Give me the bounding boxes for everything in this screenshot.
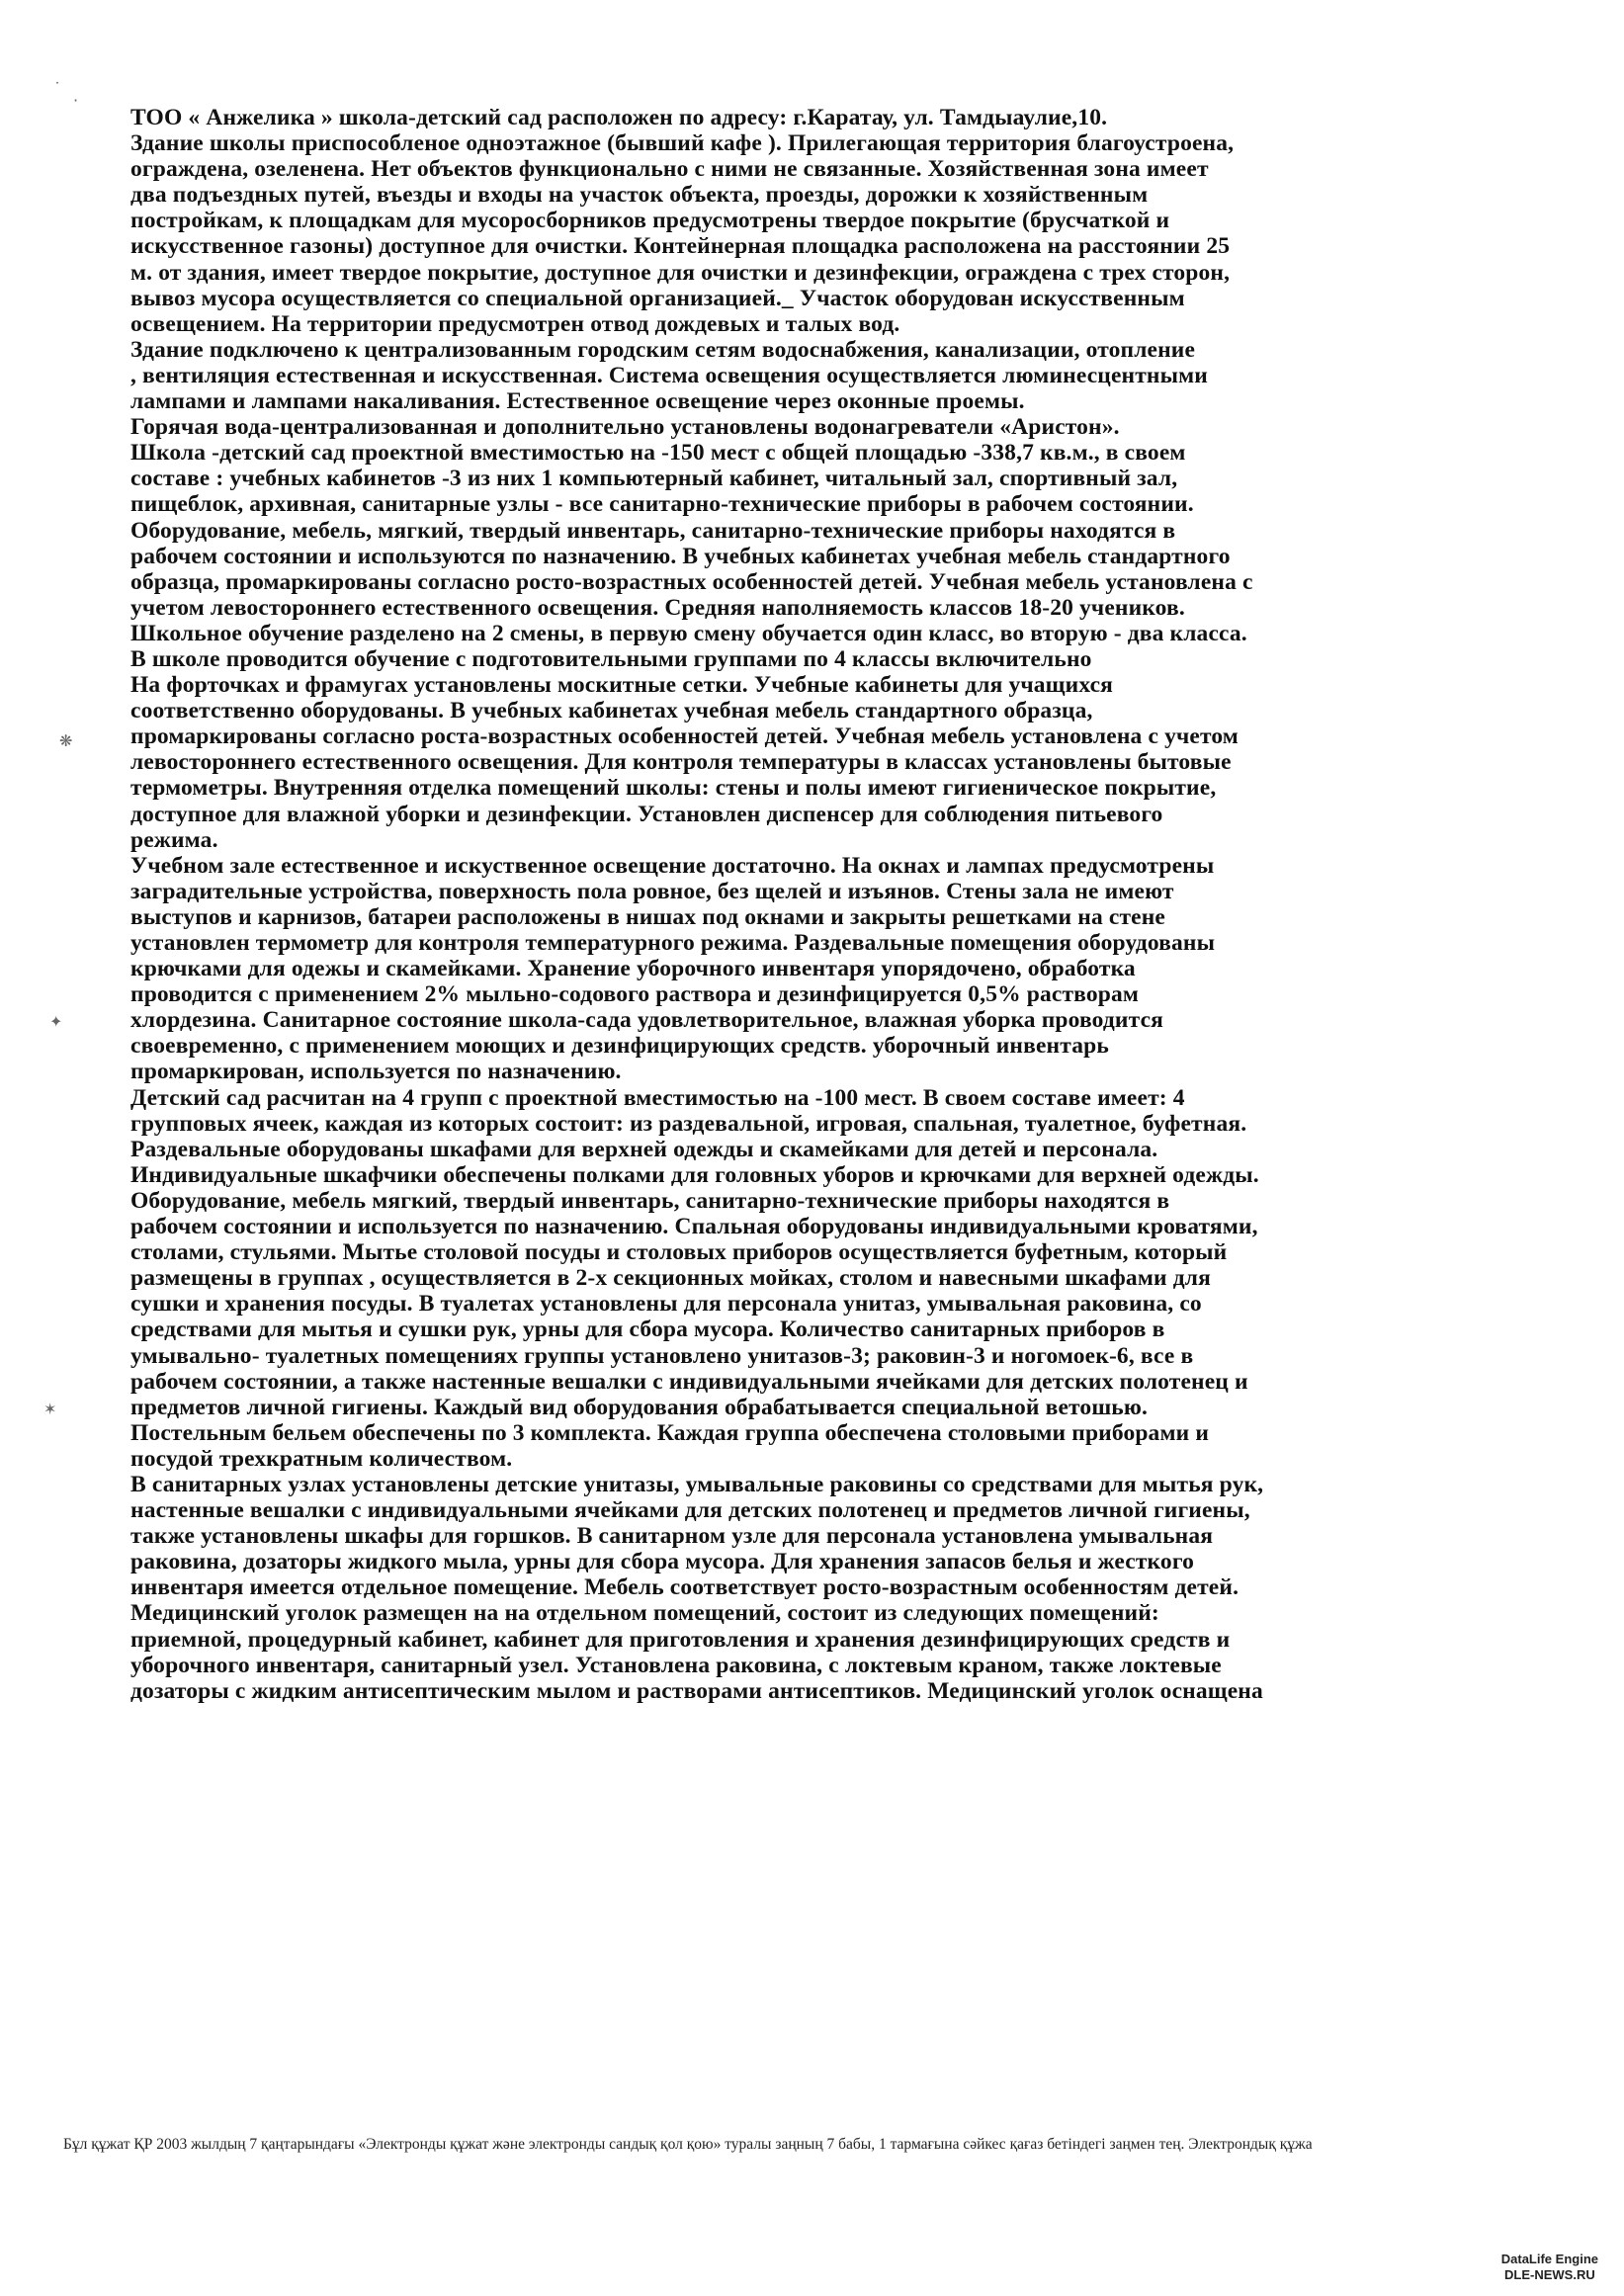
text-line: искусственное газоны) доступное для очистки. Контейнерная площадка расположена на расстоянии 25 bbox=[130, 233, 1231, 260]
scan-speck: ✶ bbox=[43, 1400, 57, 1418]
text-line: заградительные устройства, поверхность пола ровное, без щелей и изъянов. Стены зала не имеют bbox=[130, 878, 1174, 904]
text-line: режима. bbox=[130, 826, 218, 853]
text-line: хлордезина. Санитарное состояние школа-сада удовлетворительное, влажная уборка проводится bbox=[130, 1007, 1164, 1034]
text-line: умывально- туалетных помещениях группы установлено унитазов-3; раковин-3 и ногомоек-6, все в bbox=[130, 1342, 1194, 1369]
scan-speck: ❋ bbox=[59, 731, 73, 750]
text-line: посудой трехкратным количеством. bbox=[130, 1445, 513, 1472]
text-line: доступное для влажной уборки и дезинфекции. Установлен диспенсер для соблюдения питьевого bbox=[130, 801, 1163, 827]
text-line: сушки и хранения посуды. В туалетах установлены для персонала унитаз, умывальная раковина, со bbox=[130, 1291, 1202, 1318]
text-line: Раздевальные оборудованы шкафами для верхней одежды и скамейками для детей и персонала. bbox=[130, 1136, 1158, 1162]
text-line: дозаторы с жидким антисептическим мылом и растворами антисептиков. Медицинский уголок оснащена bbox=[130, 1677, 1263, 1704]
text-line: также установлены шкафы для горшков. В санитарном узле для персонала установлена умывальная bbox=[130, 1523, 1214, 1550]
text-line: предметов личной гигиены. Каждый вид оборудования обрабатывается специальной ветошью. bbox=[130, 1394, 1149, 1420]
watermark-line-1: DataLife Engine bbox=[1500, 2252, 1598, 2266]
text-line: раковина, дозаторы жидкого мыла, урны для сбора мусора. Для хранения запасов белья и жесткого bbox=[130, 1549, 1194, 1575]
text-line: составе : учебных кабинетов -3 из них 1 компьютерный кабинет, читальный зал, спортивный зал, bbox=[130, 466, 1178, 492]
text-line: пищеблок, архивная, санитарные узлы - все санитарно-технические приборы в рабочем состоянии. bbox=[130, 491, 1194, 518]
text-line: проводится с применением 2% мыльно-содового раствора и дезинфицируется 0,5% растворам bbox=[130, 981, 1140, 1008]
scan-speck: ˙ bbox=[53, 79, 61, 98]
text-line: На форточках и фрамугах установлены москитные сетки. Учебные кабинеты для учащихся bbox=[130, 672, 1114, 699]
text-line: установлен термометр для контроля температурного режима. Раздевальные помещения оборудованы bbox=[130, 930, 1216, 956]
text-line: рабочем состоянии и используется по назначению. Спальная оборудованы индивидуальными кроватями, bbox=[130, 1214, 1258, 1240]
text-line: Горячая вода-централизованная и дополнительно установлены водонагреватели «Аристон». bbox=[130, 414, 1120, 441]
text-line: левостороннего естественного освещения. Для контроля температуры в классах установлены бытовые bbox=[130, 749, 1232, 776]
text-line: Учебном зале естественное и искуственное освещение достаточно. На окнах и лампах предусмотрены bbox=[130, 852, 1215, 879]
text-line: , вентиляция естественная и искусственная. Система освещения осуществляется люминесцентными bbox=[130, 362, 1208, 388]
text-line: настенные вешалки с индивидуальными ячейками для детских полотенец и предметов личной гигиены, bbox=[130, 1497, 1250, 1524]
text-line: столами, стульями. Мытье столовой посуды и столовых приборов осуществляется буфетным, который bbox=[130, 1239, 1228, 1266]
text-line: рабочем состоянии, а также настенные вешалки с индивидуальными ячейками для детских полотенец и bbox=[130, 1368, 1248, 1395]
text-line: соответственно оборудованы. В учебных кабинетах учебная мебель стандартного образца, bbox=[130, 698, 1093, 724]
text-line: промаркированы согласно роста-возрастных особенностей детей. Учебная мебель установлена с учетом bbox=[130, 723, 1239, 750]
text-line: средствами для мытья и сушки рук, урны для сбора мусора. Количество санитарных приборов в bbox=[130, 1317, 1165, 1343]
watermark-line-2: DLE-NEWS.RU bbox=[1504, 2267, 1595, 2282]
text-line: Медицинский уголок размещен на на отдельном помещений, состоит из следующих помещений: bbox=[130, 1600, 1159, 1627]
text-line: м. от здания, имеет твердое покрытие, доступное для очистки и дезинфекции, ограждена с трех сторон, bbox=[130, 259, 1231, 286]
text-line: уборочного инвентаря, санитарный узел. Установлена раковина, с локтевым краном, также локтевые bbox=[130, 1652, 1222, 1678]
text-line: размещены в группах , осуществляется в 2-х секционных мойках, столом и навесными шкафами для bbox=[130, 1265, 1211, 1292]
text-line: рабочем состоянии и используются по назначению. В учебных кабинетах учебная мебель стандартного bbox=[130, 543, 1231, 569]
scan-speck: · bbox=[73, 91, 79, 110]
text-line: инвентаря имеется отдельное помещение. Мебель соответствует росто-возрастным особенностям детей. bbox=[130, 1574, 1239, 1601]
text-line: групповых ячеек, каждая из которых состоит: из раздевальной, игровая, спальная, туалетное, буфетная. bbox=[130, 1110, 1247, 1137]
text-line: крючками для одежы и скамейками. Хранение уборочного инвентаря упорядочено, обработка bbox=[130, 956, 1136, 982]
text-line: вывоз мусора осуществляется со специальной организацией._ Участок оборудован искусственным bbox=[130, 285, 1185, 311]
text-line: приемной, процедурный кабинет, кабинет для приготовления и хранения дезинфицирующих средств и bbox=[130, 1626, 1231, 1653]
scan-speck: ✦ bbox=[49, 1012, 63, 1031]
legal-footer-note: Бұл құжат ҚР 2003 жылдың 7 қаңтарындағы «Электронды құжат және электронды сандық қол қою» туралы заңның 7 бабы, 1 тармағына сәйкес қағаз бетіндегі заңмен тең. Электрондық құжа bbox=[63, 2136, 1313, 2153]
text-line: Оборудование, мебель мягкий, твердый инвентарь, санитарно-технические приборы находятся в bbox=[130, 1187, 1170, 1214]
text-line: постройкам, к площадкам для мусоросборников предусмотрены твердое покрытие (брусчаткой и bbox=[130, 208, 1170, 234]
text-line: образца, промаркированы согласно росто-возрастных особенностей детей. Учебная мебель установлена с bbox=[130, 568, 1253, 595]
document-body-text bbox=[130, 105, 1534, 1704]
text-line: Детский сад расчитан на 4 групп с проектной вместимостью на -100 мест. В своем составе имеет: 4 bbox=[130, 1084, 1185, 1111]
text-line: освещением. На территории предусмотрен отвод дождевых и талых вод. bbox=[130, 310, 900, 337]
text-line: Школа -детский сад проектной вместимостью на -150 мест с общей площадью -338,7 кв.м., в своем bbox=[130, 440, 1186, 467]
text-line: Индивидуальные шкафчики обеспечены полками для головных уборов и крючками для верхней одежды. bbox=[130, 1161, 1259, 1188]
text-line: выступов и карнизов, батареи расположены в нишах под окнами и закрыты решетками на стене bbox=[130, 903, 1166, 930]
text-line: ограждена, озеленена. Нет объектов функционально с ними не связанные. Хозяйственная зона имеет bbox=[130, 156, 1209, 183]
text-line: два подъездных путей, въезды и входы на участок объекта, проезды, дорожки к хозяйственным bbox=[130, 182, 1149, 209]
text-line: В санитарных узлах установлены детские унитазы, умывальные раковины со средствами для мытья рук, bbox=[130, 1471, 1264, 1497]
text-line: Школьное обучение разделено на 2 смены, в первую смену обучается один класс, во вторую - два класса. bbox=[130, 620, 1247, 646]
text-line: Здание подключено к централизованным городским сетям водоснабжения, канализации, отопление bbox=[130, 336, 1196, 363]
text-line: учетом левостороннего естественного освещения. Средняя наполняемость классов 18-20 учеников. bbox=[130, 594, 1185, 621]
text-line: лампами и лампами накаливания. Естественное освещение через оконные проемы. bbox=[130, 388, 1025, 415]
text-line: термометры. Внутренняя отделка помещений школы: стены и полы имеют гигиеническое покрытие, bbox=[130, 775, 1217, 802]
text-line: Здание школы приспособленое одноэтажное (бывший кафе ). Прилегающая территория благоустроена, bbox=[130, 130, 1235, 157]
text-line: Оборудование, мебель, мягкий, твердый инвентарь, санитарно-технические приборы находятся в bbox=[130, 517, 1176, 544]
site-watermark bbox=[1501, 2252, 1598, 2283]
text-line: промаркирован, используется по назначению. bbox=[130, 1059, 622, 1085]
text-line: своевременно, с применением моющих и дезинфицирующих средств. уборочный инвентарь bbox=[130, 1033, 1109, 1060]
text-line: Постельным бельем обеспечены по 3 комплекта. Каждая группа обеспечена столовыми приборами и bbox=[130, 1419, 1210, 1446]
text-line: ТОО « Анжелика » школа-детский сад расположен по адресу: г.Каратау, ул. Тамдыаулие,10. bbox=[130, 105, 1108, 130]
text-line: В школе проводится обучение с подготовительными группами по 4 классы включительно bbox=[130, 645, 1092, 672]
